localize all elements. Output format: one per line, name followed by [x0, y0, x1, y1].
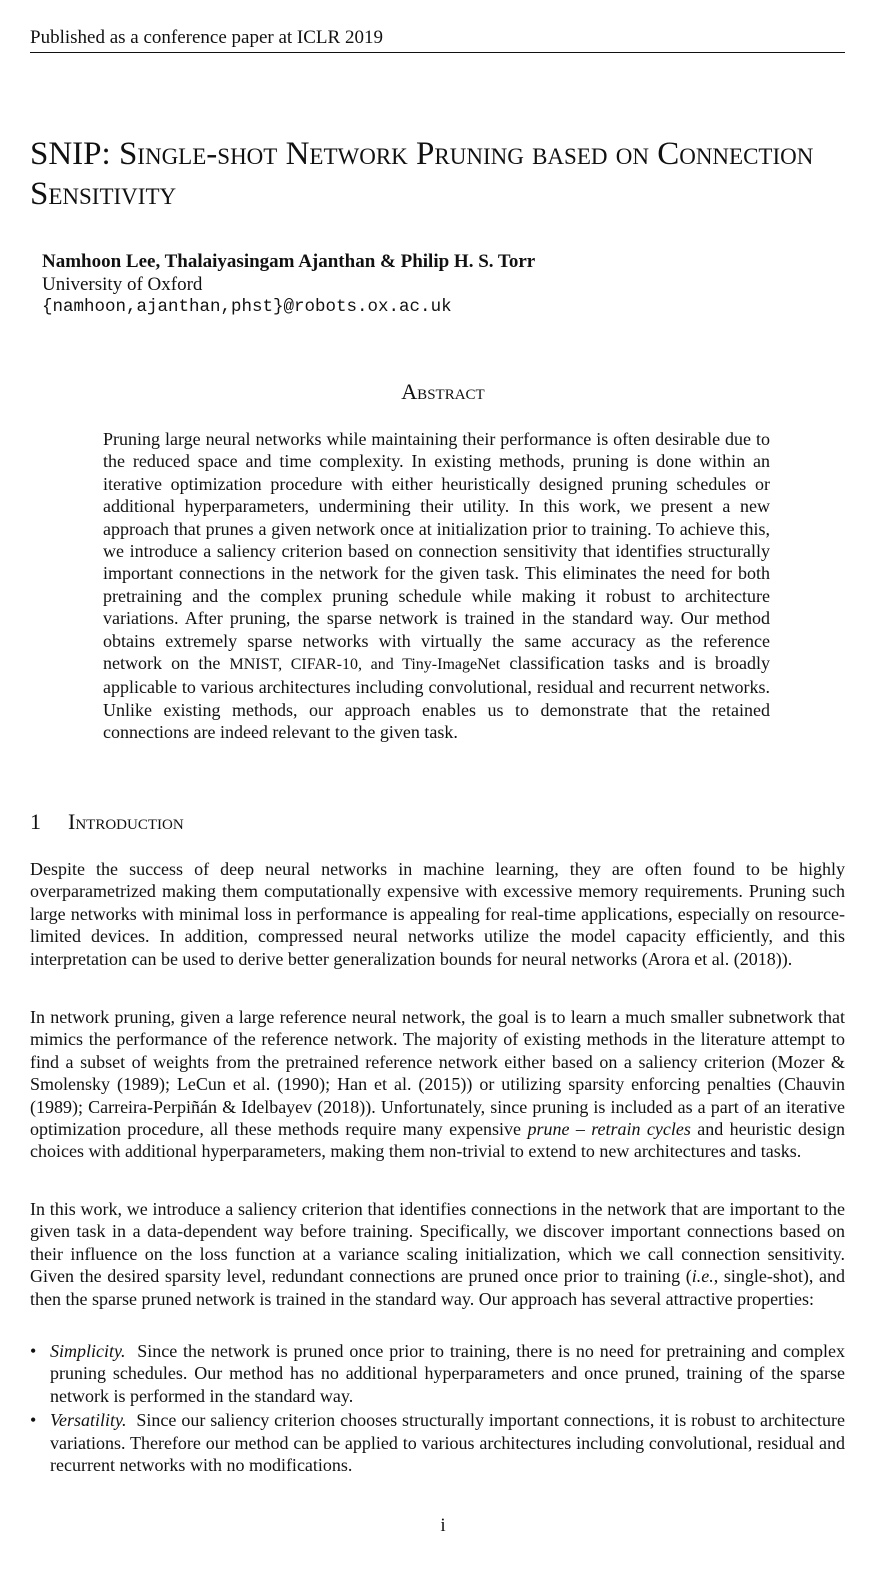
intro-p2-italic: prune – retrain cycles — [527, 1119, 691, 1140]
intro-paragraph-1: Despite the success of deep neural networks in machine learning, they are often found to be highly overparametrized making them computationally expensive with excessive memory requirements. Pruning such large networks with minimal loss in performance is appealing for real-time applications, especially on resource-limited devices. In addition, compressed neural networks utilize the model capacity efficiently, and this interpretation can be used to derive better generalization bounds for neural networks (Arora et al. (2018)). — [30, 859, 845, 969]
paper-title — [30, 134, 860, 214]
bullet-label: Simplicity. — [50, 1341, 126, 1361]
abstract-text-part2: classification tasks and is broadly applicable to various architectures including convolutional, residual and recurrent networks. Unlike existing methods, our approach enables us to demonstrate that the retained connections are indeed relevant to the given task. — [103, 653, 770, 743]
properties-list — [30, 1340, 845, 1478]
author-affiliation: University of Oxford — [42, 274, 203, 295]
section-title: Introduction — [68, 809, 184, 834]
page-number: i — [440, 1515, 446, 1536]
intro-p3-part2: , single-shot), and then the sparse pruned network is trained in the standard way. Our approach has several attractive properties: — [30, 1266, 845, 1309]
abstract-text — [103, 428, 770, 744]
title-lead: SNIP: — [30, 136, 119, 172]
running-head: Published as a conference paper at ICLR 2019 — [30, 27, 383, 48]
section-number: 1 — [30, 809, 41, 834]
intro-p2-part1: In network pruning, given a large reference neural network, the goal is to learn a much smaller subnetwork that mimics the performance of the reference network. The majority of existing methods in the literature attempt to find a subset of weights from the pretrained reference network either based on a saliency criterion (Mozer & Smolensky (1989); LeCun et al. (1990); Han et al. (2015)) or utilizing sparsity enforcing penalties (Chauvin (1989); Carreira-Perpiñán & Idelbayev (2018)). Unfortunately, since pruning is included as a part of an iterative optimization procedure, all these methods require many expensive — [30, 1007, 845, 1140]
bullet-label: Versatility. — [50, 1410, 127, 1431]
bullet-text: Since our saliency criterion chooses structurally important connections, it is robust to architecture variations. Therefore our method can be applied to various architectures including convolutional, residual and recurrent networks with no modifications. — [50, 1410, 845, 1476]
section-heading-introduction — [30, 808, 184, 836]
bullet-text: Since the network is pruned once prior to training, there is no need for pretraining and complex pruning schedules. Our method has no additional hyperparameters and once pruned, training of the sparse network is performed in the standard way. — [50, 1341, 846, 1406]
bullet-icon: • — [30, 1341, 37, 1361]
author-block — [42, 250, 535, 319]
intro-paragraph-2 — [30, 1006, 845, 1163]
list-item — [30, 1340, 845, 1407]
title-rest: Single-shot Network Pruning based on Connection Sensitivity — [30, 136, 814, 212]
list-item — [30, 1409, 845, 1476]
bullet-icon: • — [30, 1410, 37, 1431]
abstract-text-part1: Pruning large neural networks while maintaining their performance is often desirable due to the reduced space and time complexity. In existing methods, pruning is done within an iterative optimization procedure with either heuristically designed pruning schedules or additional hyperparameters, undermining their utility. In this work, we present a new approach that prunes a given network once at initialization prior to training. To achieve this, we introduce a saliency criterion based on connection sensitivity that identifies structurally important connections in the network for the given task. This eliminates the need for both pretraining and the complex pruning schedule while making it robust to architecture variations. After pruning, the sparse network is trained in the standard way. Our method obtains extremely sparse networks with virtually the same accuracy as the reference network on the — [103, 429, 770, 674]
intro-p3-part1: In this work, we introduce a saliency criterion that identifies connections in the network that are important to the given task in a data-dependent way before training. Specifically, we discover important connections based on their influence on the loss function at a variance scaling initialization, which we call connection sensitivity. Given the desired sparsity level, redundant connections are pruned once prior to training ( — [30, 1199, 845, 1287]
author-names: Namhoon Lee, Thalaiyasingam Ajanthan & Philip H. S. Torr — [42, 251, 536, 272]
author-email: {namhoon,ajanthan,phst}@robots.ox.ac.uk — [42, 297, 452, 317]
abstract-datasets: MNIST, CIFAR-10, and Tiny-ImageNet — [229, 656, 501, 674]
intro-p2-part2: and heuristic design choices with additional hyperparameters, making them non-trivial to extend to new architectures and tasks. — [30, 1119, 846, 1162]
header-rule — [30, 52, 845, 53]
intro-p3-italic: i.e. — [691, 1266, 714, 1287]
abstract-heading: Abstract — [401, 379, 485, 404]
intro-paragraph-3 — [30, 1198, 845, 1310]
